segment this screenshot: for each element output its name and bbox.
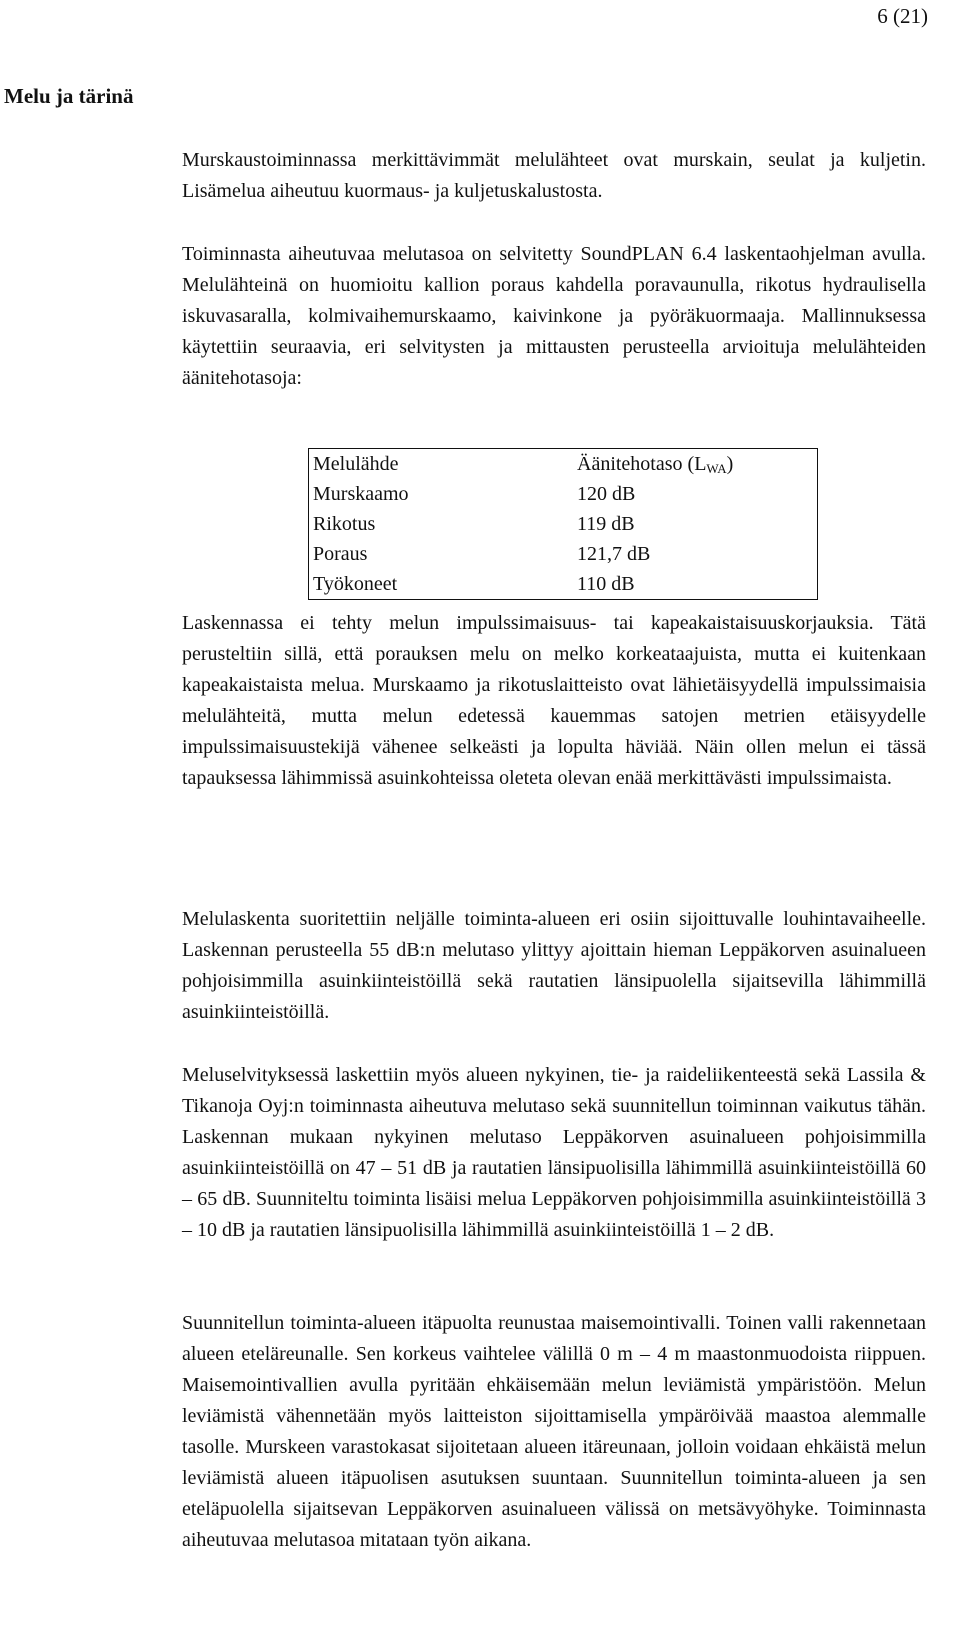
cell-source: Murskaamo [313,483,409,505]
cell-level: 119 dB [577,513,635,535]
table-header-row [309,449,818,480]
cell-source: Rikotus [313,513,376,535]
cell-level: 121,7 dB [577,543,651,565]
cell-source: Poraus [313,543,368,565]
paragraph-noise-sources: Murskaustoiminnassa merkittävimmät melulähteet ovat murskain, seulat ja kuljetin. Lisämelua aiheutuu kuormaus- ja kuljetuskalustosta. [182,149,926,202]
paragraph-noise-barriers: Suunnitellun toiminta-alueen itäpuolta reunustaa maisemointivalli. Toinen valli rakennetaan alueen eteläreunalle. Sen korkeus vaihtelee välillä 0 m – 4 m maastonmuodoista riippuen. Maisemointivallien avulla pyritään ehkäisemään melun leviämistä ympäristöön. Melun leviämistä vähennetään myös laitteiston sijoittamisella ympäröivää maastoa alemmalle tasolle. Murskeen varastokasat sijoitetaan alueen itäreunaan, jolloin voidaan ehkäistä melun leviämistä alueen itäpuolisen asutuksen suuntaan. Suunnitellun toiminta-alueen ja sen eteläpuolella sijaitsevan Leppäkorven asuinalueen välissä on metsävyöhyke. Toiminnasta aiheutuvaa melutasoa mitataan työn aikana. [182,1312,926,1551]
sound-power-table [308,448,818,600]
table-row [309,539,818,569]
cell-level: 110 dB [577,573,635,595]
paragraph-impulse-corrections: Laskennassa ei tehty melun impulssimaisuus- tai kapeakaistaisuuskorjauksia. Tätä perusteltiin sillä, että porauksen melu on melko korkeataajuista, mutta ei kuitenkaan kapeakaistaista melua. Murskaamo ja rikotuslaitteisto ovat lähietäisyydellä impulssimaisia melulähteitä, mutta melun edetessä kauemmas satojen metrien etäisyydelle impulssimaisuustekijä vähenee selkeästi ja lopulta häviää. Näin ollen melun ei tässä tapauksessa lähimmissä asuinkohteissa oleteta olevan enää merkittävästi impulssimaista. [182,612,926,789]
paragraph-modelling: Toiminnasta aiheutuvaa melutasoa on selvitetty SoundPLAN 6.4 laskentaohjelman avulla. Melulähteinä on huomioitu kallion poraus kahdella poravaunulla, rikotus hydraulisella iskuvasaralla, kolmivaihemurskaamo, kaivinkone ja pyöräkuormaaja. Mallinnuksessa käytettiin seuraavia, eri selvitysten ja mittausten perusteella arvioituja melulähteiden äänitehotasoja: [182,243,926,389]
cell-source: Työkoneet [313,573,398,595]
header-source: Melulähde [313,453,399,475]
table-row [309,479,818,509]
page-number: 6 (21) [877,4,928,28]
table-row [309,569,818,600]
paragraph-existing-noise: Meluselvityksessä laskettiin myös alueen nykyinen, tie- ja raideliikenteestä sekä Lassila & Tikanoja Oyj:n toiminnasta aiheutuva melutaso sekä suunnitellun toiminnan vaikutus tähän. Laskennan mukaan nykyinen melutaso Leppäkorven asuinalueen pohjoisimmilla asuinkiinteistöillä on 47 – 51 dB ja rautatien länsipuolisilla lähimmillä asuinkiinteistöillä 60 – 65 dB. Suunniteltu toiminta lisäisi melua Leppäkorven pohjoisimmilla asuinkiinteistöillä 3 – 10 dB ja rautatien länsipuolisilla lähimmillä asuinkiinteistöillä 1 – 2 dB. [182,1064,926,1241]
header-level: Äänitehotaso $(L_{WA})$ [577,453,734,476]
paragraph-calculation-results: Melulaskenta suoritettiin neljälle toiminta-alueen eri osiin sijoittuvalle louhintavaiheelle. Laskennan perusteella 55 dB:n melutaso ylittyy ajoittain hieman Leppäkorven asuinalueen pohjoisimmilla asuinkiinteistöillä sekä rautatien länsipuolella sijaitsevilla lähimmillä asuinkiinteistöillä. [182,908,926,1023]
cell-level: 120 dB [577,483,636,505]
table-row [309,509,818,539]
section-heading: Melu ja tärinä [4,84,134,108]
